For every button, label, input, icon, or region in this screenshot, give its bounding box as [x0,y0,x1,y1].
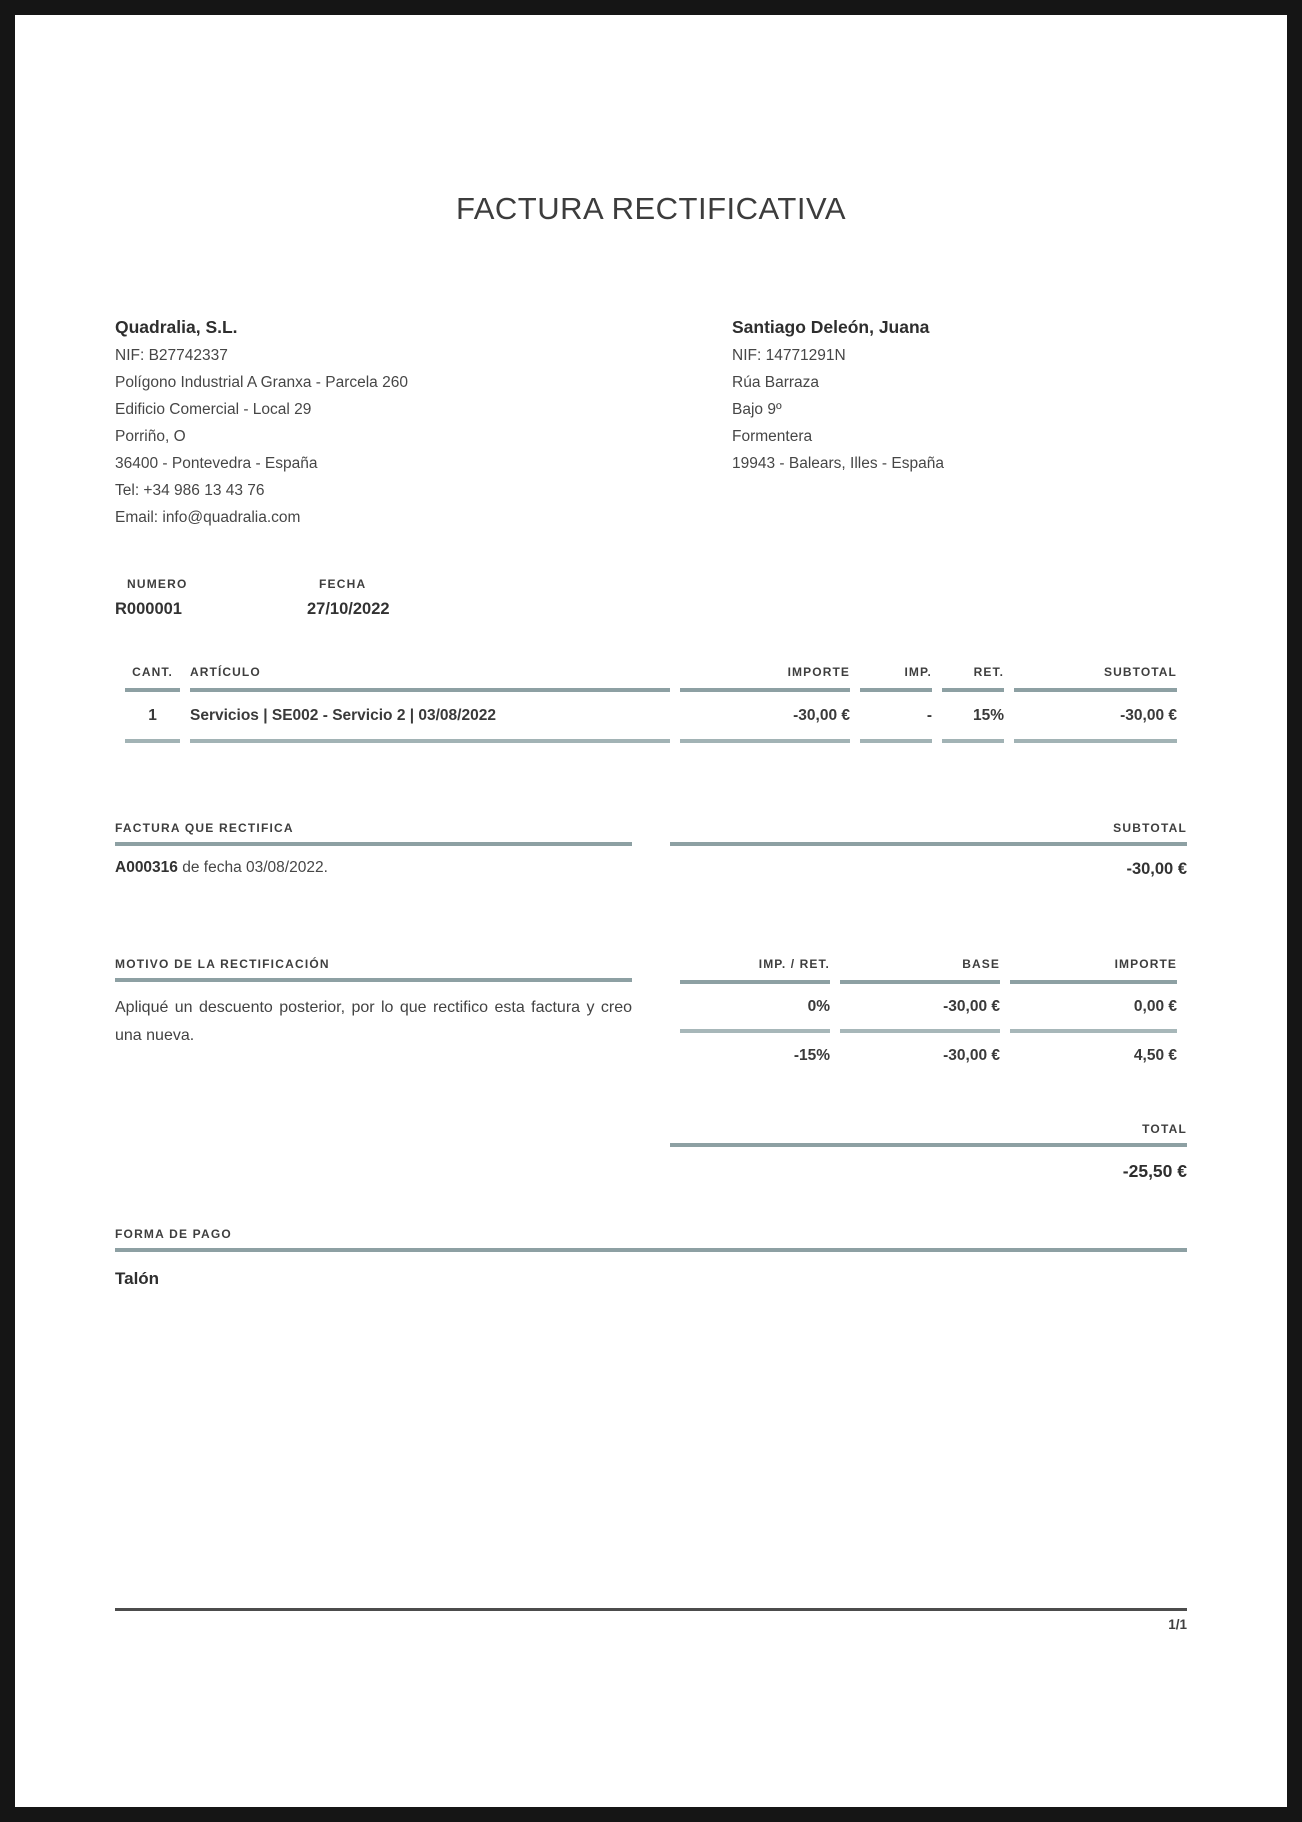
col-header-articulo: ARTÍCULO [190,665,670,692]
buyer-line-nif: NIF: 14771291N [732,347,846,364]
seller-line-nif: NIF: B27742337 [115,347,228,364]
motivo-label: MOTIVO DE LA RECTIFICACIÓN [115,957,330,971]
motivo-text: Apliqué un descuento posterior, por lo que rectifico esta factura y creo una nueva. [115,999,632,1044]
seller-line-phone: Tel: +34 986 13 43 76 [115,482,265,499]
numero-label: NUMERO [127,577,188,591]
section-divider [670,1143,1187,1147]
buyer-block [732,313,1187,531]
numero-value: R000001 [115,600,182,618]
item-importe: -30,00 € [680,692,850,743]
tax-base: -30,00 € [943,1047,1000,1064]
item-cant: 1 [125,692,180,743]
total-label: TOTAL [1142,1122,1187,1136]
invoice-page [15,15,1287,1807]
buyer-line-address1: Rúa Barraza [732,374,820,391]
buyer-line-city: Formentera [732,428,813,445]
page-footer [115,1608,1187,1632]
meta-fecha [307,577,390,619]
motivo-section [115,957,632,1078]
seller-line-email: Email: info@quadralia.com [115,509,301,526]
buyer-name: Santiago Deleón, Juana [732,317,930,337]
table-row [125,692,1177,743]
tax-base: -30,00 € [840,984,1000,1033]
tax-amount: 4,50 € [1133,1047,1177,1064]
subtotal-section [670,821,1187,879]
seller-name: Quadralia, S.L. [115,317,238,337]
total-value: -25,50 € [1122,1161,1187,1181]
item-articulo: Servicios | SE002 - Servicio 2 | 03/08/2022 [190,692,670,743]
tax-summary-section [670,957,1187,1078]
subtotal-label: SUBTOTAL [1113,821,1187,835]
seller-block [115,313,408,531]
meta-numero [115,577,307,619]
tax-col-header-imp-ret: IMP. / RET. [680,957,830,984]
buyer-line-address2: Bajo 9º [732,401,782,418]
fecha-label: FECHA [319,577,367,591]
subtotal-value: -30,00 € [1126,860,1187,878]
buyer-line-region: 19943 - Balears, Illes - España [732,455,944,472]
rectified-invoice-ref: A000316 [115,859,178,876]
payment-value: Talón [115,1269,160,1288]
line-items-table [115,665,1187,743]
section-divider [115,978,632,982]
col-header-importe: IMPORTE [680,665,850,692]
rectified-invoice-text [115,859,632,877]
col-header-cant: CANT. [125,665,180,692]
item-subtotal: -30,00 € [1014,692,1177,743]
col-header-ret: RET. [942,665,1004,692]
tax-header-row [680,957,1177,984]
tax-rate: 0% [680,984,830,1033]
item-imp: - [860,692,932,743]
fecha-value: 27/10/2022 [307,600,390,618]
tax-col-header-base: BASE [840,957,1000,984]
section-divider [115,842,632,846]
rectified-invoice-rest: de fecha 03/08/2022. [177,859,328,876]
total-section [670,1122,1187,1182]
seller-line-city: Porriño, O [115,428,186,445]
footer-divider [115,1608,1187,1611]
line-items-header-row [125,665,1177,692]
tax-rate: -15% [793,1047,830,1064]
seller-line-address2: Edificio Comercial - Local 29 [115,401,312,418]
total-spacer [115,1122,632,1182]
table-row [680,1033,1177,1078]
payment-section [115,1227,1187,1289]
rectified-invoice-label: FACTURA QUE RECTIFICA [115,821,294,835]
section-divider [115,1248,1187,1252]
table-row [680,984,1177,1033]
item-ret: 15% [942,692,1004,743]
tax-amount: 0,00 € [1010,984,1177,1033]
invoice-meta [115,577,1187,619]
seller-line-region: 36400 - Pontevedra - España [115,455,318,472]
motivo-tax-row [115,957,1187,1078]
total-row [115,1122,1187,1182]
col-header-imp: IMP. [860,665,932,692]
tax-col-header-importe: IMPORTE [1010,957,1177,984]
seller-line-address1: Polígono Industrial A Granxa - Parcela 260 [115,374,408,391]
tax-summary-table [670,957,1187,1078]
col-header-subtotal: SUBTOTAL [1014,665,1177,692]
page-number: 1/1 [1168,1617,1187,1632]
payment-label: FORMA DE PAGO [115,1227,232,1241]
section-divider [670,842,1187,846]
invoice-title: FACTURA RECTIFICATIVA [456,191,846,226]
rectified-invoice-section [115,821,632,879]
parties-section [115,313,1187,531]
rectifica-subtotal-row [115,821,1187,879]
